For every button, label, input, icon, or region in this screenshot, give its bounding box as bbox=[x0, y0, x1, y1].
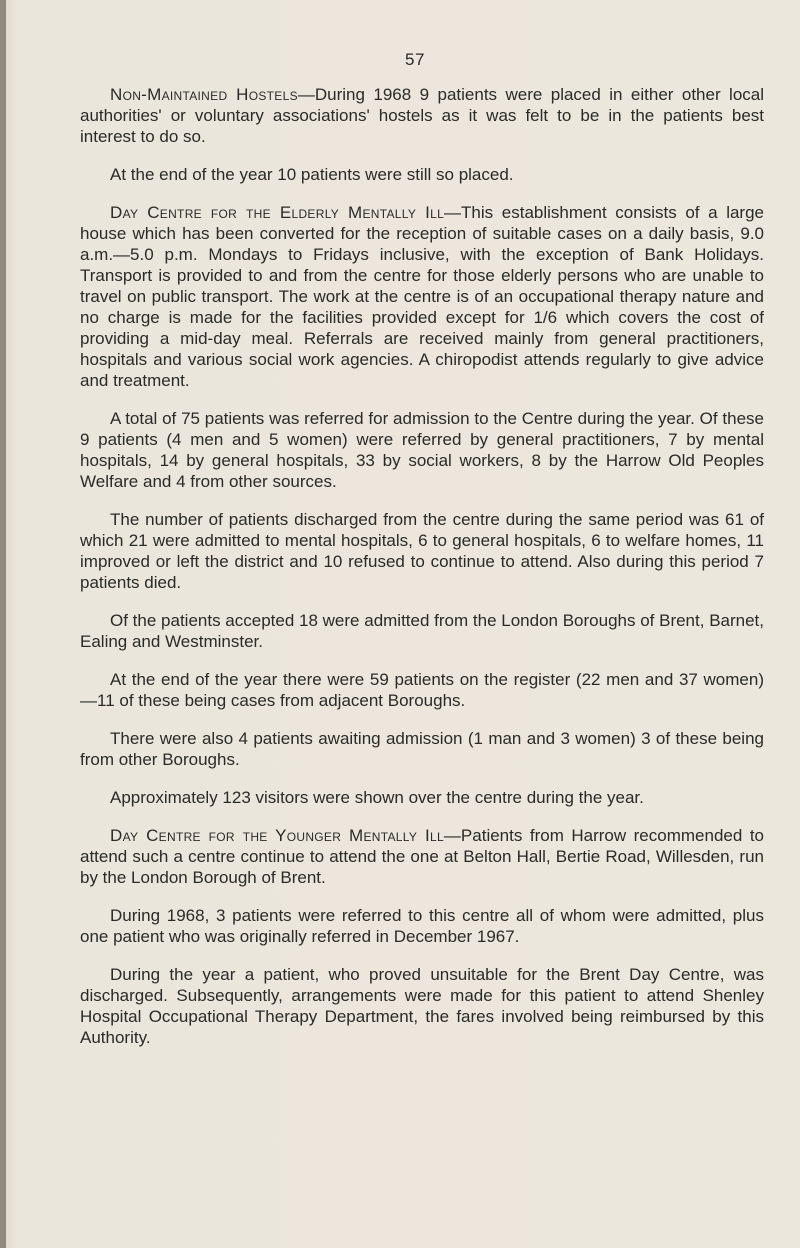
paragraph: A total of 75 patients was referred for admission to the Centre during the year. Of these 9 patients (4 men and 5 women) were referred by general practitioners, 7 by mental hospitals, 14 by general hospitals, 33 by social workers, 8 by the Harrow Old Peoples Welfare and 4 from other sources. bbox=[80, 409, 764, 491]
section-heading: Day Centre for the Elderly Mentally Ill bbox=[110, 203, 445, 222]
paragraph: Of the patients accepted 18 were admitted from the London Boroughs of Brent, Barnet, Ealing and Westminster. bbox=[80, 611, 764, 651]
paragraph-non-maintained-hostels: Non-Maintained Hostels—During 1968 9 patients were placed in either other local authorities' or voluntary associations' hostels as it was felt to be in the patients best interest to do so. bbox=[80, 85, 765, 146]
paragraph-day-centre-elderly: Day Centre for the Elderly Mentally Ill—This establishment consists of a large house which has been converted for the reception of suitable cases on a daily basis, 9.0 a.m.—5.0 p.m. Mondays to Fridays inclusive, with the exception of Bank Holidays. Transport is provided to and from the centre for those elderly persons who are unable to travel on public transport. The work at the centre is of an occupational therapy nature and no charge is made for the facilities provided except for 1/6 which covers the cost of providing a mid-day meal. Referrals are received mainly from general practitioners, hospitals and various social work agencies. A chiropodist attends regularly to give advice and treatment. bbox=[80, 203, 764, 390]
paragraph: During 1968, 3 patients were referred to this centre all of whom were admitted, plus one patient who was originally referred in December 1967. bbox=[80, 906, 764, 946]
paragraph: Approximately 123 visitors were shown over the centre during the year. bbox=[110, 788, 644, 807]
paragraph: The number of patients discharged from the centre during the same period was 61 of which 21 were admitted to mental hospitals, 6 to general hospitals, 6 to welfare homes, 11 improved or left the district and 10 refused to continue to attend. Also during this period 7 patients died. bbox=[80, 510, 764, 592]
paragraph: At the end of the year there were 59 patients on the register (22 men and 37 women)—11 of these being cases from adjacent Boroughs. bbox=[80, 670, 764, 710]
paragraph: At the end of the year 10 patients were still so placed. bbox=[110, 165, 514, 184]
section-heading: Non-Maintained Hostels bbox=[110, 85, 298, 104]
body-text bbox=[80, 84, 764, 1065]
binding-gutter bbox=[0, 0, 6, 1248]
section-heading: Day Centre for the Younger Mentally Ill bbox=[110, 826, 444, 845]
page-number: 57 bbox=[405, 50, 425, 69]
paragraph-day-centre-younger: Day Centre for the Younger Mentally Ill—Patients from Harrow recommended to attend such a centre continue to attend the one at Belton Hall, Bertie Road, Willesden, run by the London Borough of Brent. bbox=[80, 826, 764, 887]
paragraph: There were also 4 patients awaiting admission (1 man and 3 women) 3 of these being from other Boroughs. bbox=[80, 729, 764, 769]
paragraph: During the year a patient, who proved unsuitable for the Brent Day Centre, was discharged. Subsequently, arrangements were made for this patient to attend Shenley Hospital Occupational Therapy Department, the fares involved being reimbursed by this Authority. bbox=[80, 965, 764, 1047]
